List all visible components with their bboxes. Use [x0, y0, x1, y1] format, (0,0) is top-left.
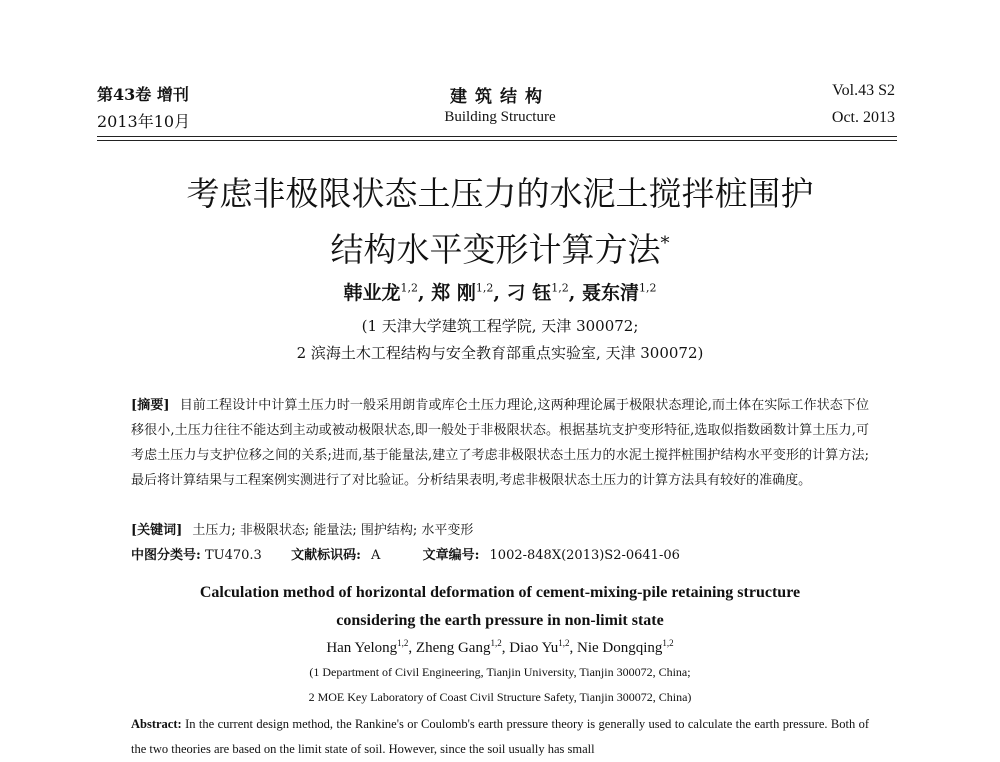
author-name: 韩业龙	[343, 282, 401, 304]
en-author-sup: 1,2	[490, 638, 502, 648]
clc-label: 中图分类号:	[131, 548, 201, 563]
en-author-sup: 1,2	[397, 638, 409, 648]
author-sup: 1,2	[400, 281, 419, 295]
author-sup: 1,2	[475, 281, 494, 295]
author-name: 郑 刚	[431, 282, 476, 304]
abstract-cn-text: 目前工程设计中计算土压力时一般采用朗肯或库仑土压力理论,这两种理论属于极限状态理论,而土体在实际工作状态下位移很小,土压力往往不能达到主动或被动极限状态,即一般处于非极限状态。根据基坑支护变形特征,选取似指数函数计算土压力,可考虑土压力与支护位移之间的关系;进而,基于能量法,建立了考虑非极限状态土压力的水泥土搅拌桩围护结构水平变形的计算方法;最后将计算结果与工程案例实测进行了对比验证。分析结果表明,考虑非极限状态土压力的计算方法具有较好的准确度。	[131, 398, 869, 488]
author-list: 韩业龙$^{1,2}$, 郑 刚$^{1,2}$, 刁 钰$^{1,2}$, 聂东清$^{1,2}$	[343, 281, 657, 304]
journal-name-cn: 建筑结构	[450, 87, 550, 107]
author-sup: 1,2	[638, 281, 657, 295]
header-rule-top	[97, 136, 897, 137]
abstract-cn-label: [摘要]	[131, 398, 170, 413]
keywords-cn-label: [关键词]	[131, 523, 183, 538]
doc-code-label: 文献标识码:	[291, 548, 361, 563]
journal-volume: 第43卷 增刊	[97, 85, 189, 104]
keywords-cn-text: 土压力; 非极限状态; 能量法; 围护结构; 水平变形	[192, 523, 474, 538]
article-number-label: 文章编号:	[422, 548, 480, 563]
en-title-line1: Calculation method of horizontal deformation of cement-mixing-pile retaining structure	[199, 584, 801, 601]
en-author-list: Han Yelong$^{1,2}$, Zheng Gang$^{1,2}$, Diao Yu$^{1,2}$, Nie Dongqing$^{1,2}$	[326, 638, 674, 656]
journal-date: 2013年10月	[97, 112, 191, 131]
en-affiliation-line2: 2 MOE Key Laboratory of Coast Civil Structure Safety, Tianjin 300072, China)	[308, 690, 692, 704]
en-author-sup: 1,2	[558, 638, 570, 648]
journal-name-en: Building Structure	[444, 109, 556, 125]
en-title-line2: considering the earth pressure in non-limit state	[336, 612, 664, 629]
paper-title-line2-text: 结构水平变形计算方法	[330, 230, 661, 269]
clc-value: TU470.3	[204, 548, 262, 563]
journal-volume-en: Vol.43 S2	[832, 82, 895, 99]
author-name: 刁 钰	[506, 282, 552, 304]
en-abstract	[131, 712, 869, 762]
title-footnote-mark: *	[660, 233, 670, 254]
en-author-sup: 1,2	[662, 638, 674, 648]
header-rule-bottom	[97, 140, 897, 141]
affiliation-line1: (1 天津大学建筑工程学院, 天津 300072;	[361, 317, 639, 335]
classification-line	[131, 544, 680, 563]
doc-code-value: A	[371, 548, 381, 563]
abstract-cn	[131, 393, 869, 493]
en-affiliation-line1: (1 Department of Civil Engineering, Tianjin University, Tianjin 300072, China;	[309, 665, 691, 679]
en-abstract-text: In the current design method, the Rankine's or Coulomb's earth pressure theory is generally used to calculate the earth pressure. Both of the two theories are based on the limit state of soil. However, since the soil usually has small	[131, 717, 870, 756]
en-author-name: Han Yelong	[326, 640, 398, 656]
journal-date-en: Oct. 2013	[831, 109, 895, 126]
en-author-name: Zheng Gang	[415, 640, 491, 656]
author-sup: 1,2	[551, 281, 569, 295]
affiliation-line2: 2 滨海土木工程结构与安全教育部重点实验室, 天津 300072)	[296, 344, 704, 362]
author-name: 聂东清	[581, 282, 639, 304]
paper-title-line2	[0, 224, 1000, 271]
keywords-cn	[131, 519, 473, 538]
en-abstract-label: Abstract:	[131, 717, 182, 731]
article-number-value: 1002-848X(2013)S2-0641-06	[489, 548, 680, 563]
en-author-name: Nie Dongqing	[577, 640, 663, 656]
en-author-name: Diao Yu	[509, 640, 559, 656]
paper-title-line1: 考虑非极限状态土压力的水泥土搅拌桩围护	[186, 174, 814, 213]
